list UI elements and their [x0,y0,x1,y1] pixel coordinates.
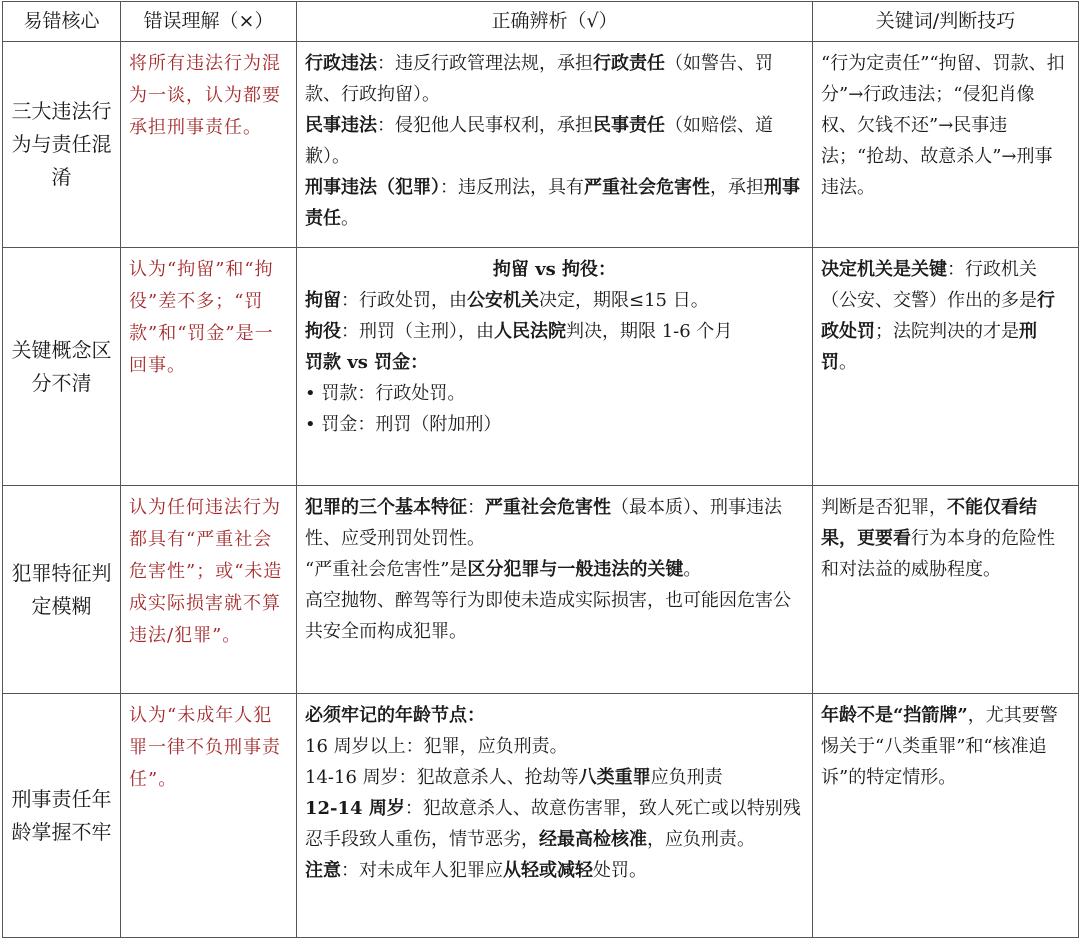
header-row [3,2,1079,42]
table-row [3,486,1079,694]
table-row [3,694,1079,938]
header-tip: 关键词/判断技巧 [813,2,1079,42]
row-correct: 犯罪的三个基本特征：严重社会危害性（最本质）、刑事违法性、应受刑罚处罚性。 “严重社会危害性”是区分犯罪与一般违法的关键。 高空抛物、醉驾等行为即使未造成实际损害，也可能因危害公共安全而构成犯罪。 [297,486,813,694]
row-tip: 判断是否犯罪，不能仅看结果，更要看行为本身的危险性和对法益的威胁程度。 [813,486,1079,694]
header-category: 易错核心 [3,2,121,42]
row-tip: 年龄不是“挡箭牌”，尤其要警惕关于“八类重罪”和“核准追诉”的特定情形。 [813,694,1079,938]
row-category: 刑事责任年龄掌握不牢 [3,694,121,938]
header-wrong: 错误理解（×） [121,2,297,42]
row-tip: 决定机关是关键：行政机关（公安、交警）作出的多是行政处罚；法院判决的才是刑罚。 [813,248,1079,486]
row-category: 关键概念区分不清 [3,248,121,486]
table-row [3,248,1079,486]
row-correct: 必须牢记的年龄节点： 16 周岁以上：犯罪，应负刑责。 14-16 周岁：犯故意杀人、抢劫等八类重罪应负刑责 12-14 周岁：犯故意杀人、故意伤害罪，致人死亡或以特别残忍手段致人重伤，情节恶劣，经最高检核准，应负刑责。 注意：对未成年人犯罪应从轻或减轻处罚。 [297,694,813,938]
row-category: 犯罪特征判定模糊 [3,486,121,694]
row-category: 三大违法行为与责任混淆 [3,42,121,248]
row-correct: 拘留 vs 拘役： 拘留：行政处罚，由公安机关决定，期限≤15 日。 拘役：刑罚（主刑），由人民法院判决，期限 1-6 个月 罚款 vs 罚金： • 罚款：行政处罚。 • 罚金：刑罚（附加刑） [297,248,813,486]
header-correct: 正确辨析（√） [297,2,813,42]
row-wrong: 将所有违法行为混为一谈，认为都要承担刑事责任。 [121,42,297,248]
table-row [3,42,1079,248]
row-wrong: 认为“未成年人犯罪一律不负刑事责任”。 [121,694,297,938]
row-wrong: 认为“拘留”和“拘役”差不多；“罚款”和“罚金”是一回事。 [121,248,297,486]
comparison-table [2,1,1079,938]
row-correct: 行政违法：违反行政管理法规，承担行政责任（如警告、罚款、行政拘留）。 民事违法：侵犯他人民事权利，承担民事责任（如赔偿、道歉）。 刑事违法（犯罪）：违反刑法，具有严重社会危害性，承担刑事责任。 [297,42,813,248]
row-wrong: 认为任何违法行为都具有“严重社会危害性”；或“未造成实际损害就不算违法/犯罪”。 [121,486,297,694]
row-tip: “行为定责任”“拘留、罚款、扣分”→行政违法；“侵犯肖像权、欠钱不还”→民事违法；“抢劫、故意杀人”→刑事违法。 [813,42,1079,248]
